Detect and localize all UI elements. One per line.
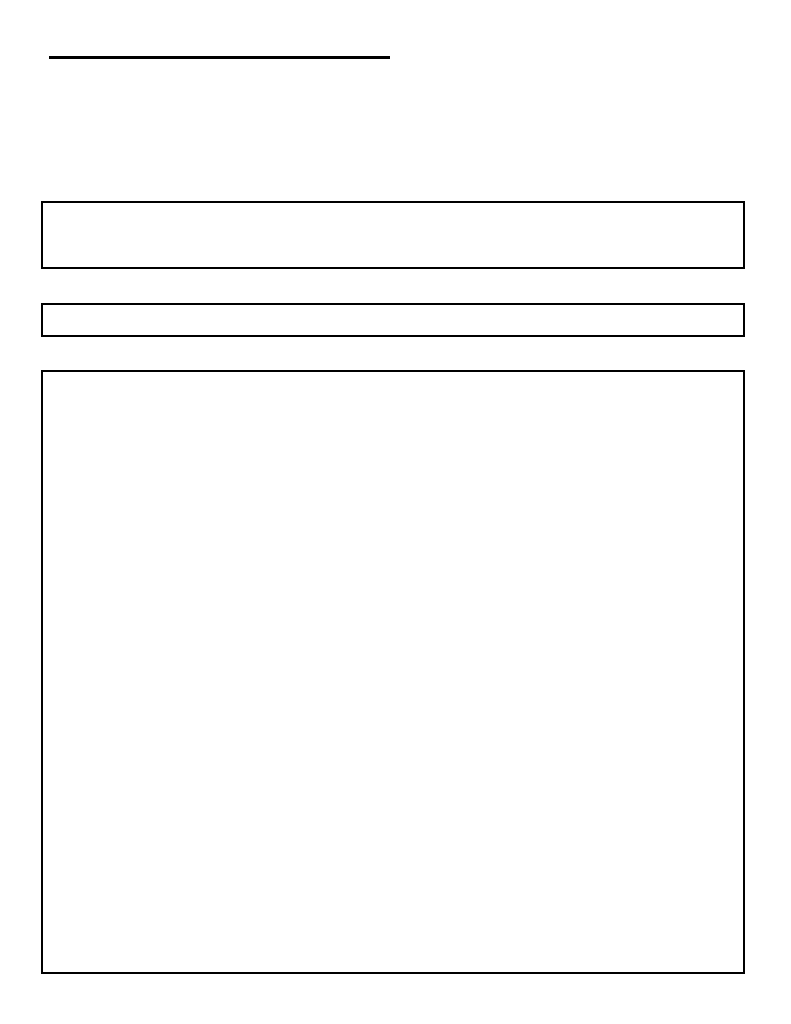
objective-section-title [43,305,248,311]
objective-section [41,303,745,337]
employment-jobs [248,372,743,378]
employment-section [41,370,745,974]
employment-section-title [43,372,248,378]
personal-section [41,201,745,269]
personal-section-title [43,203,248,209]
personal-fields [248,203,743,209]
name-block [49,52,390,59]
